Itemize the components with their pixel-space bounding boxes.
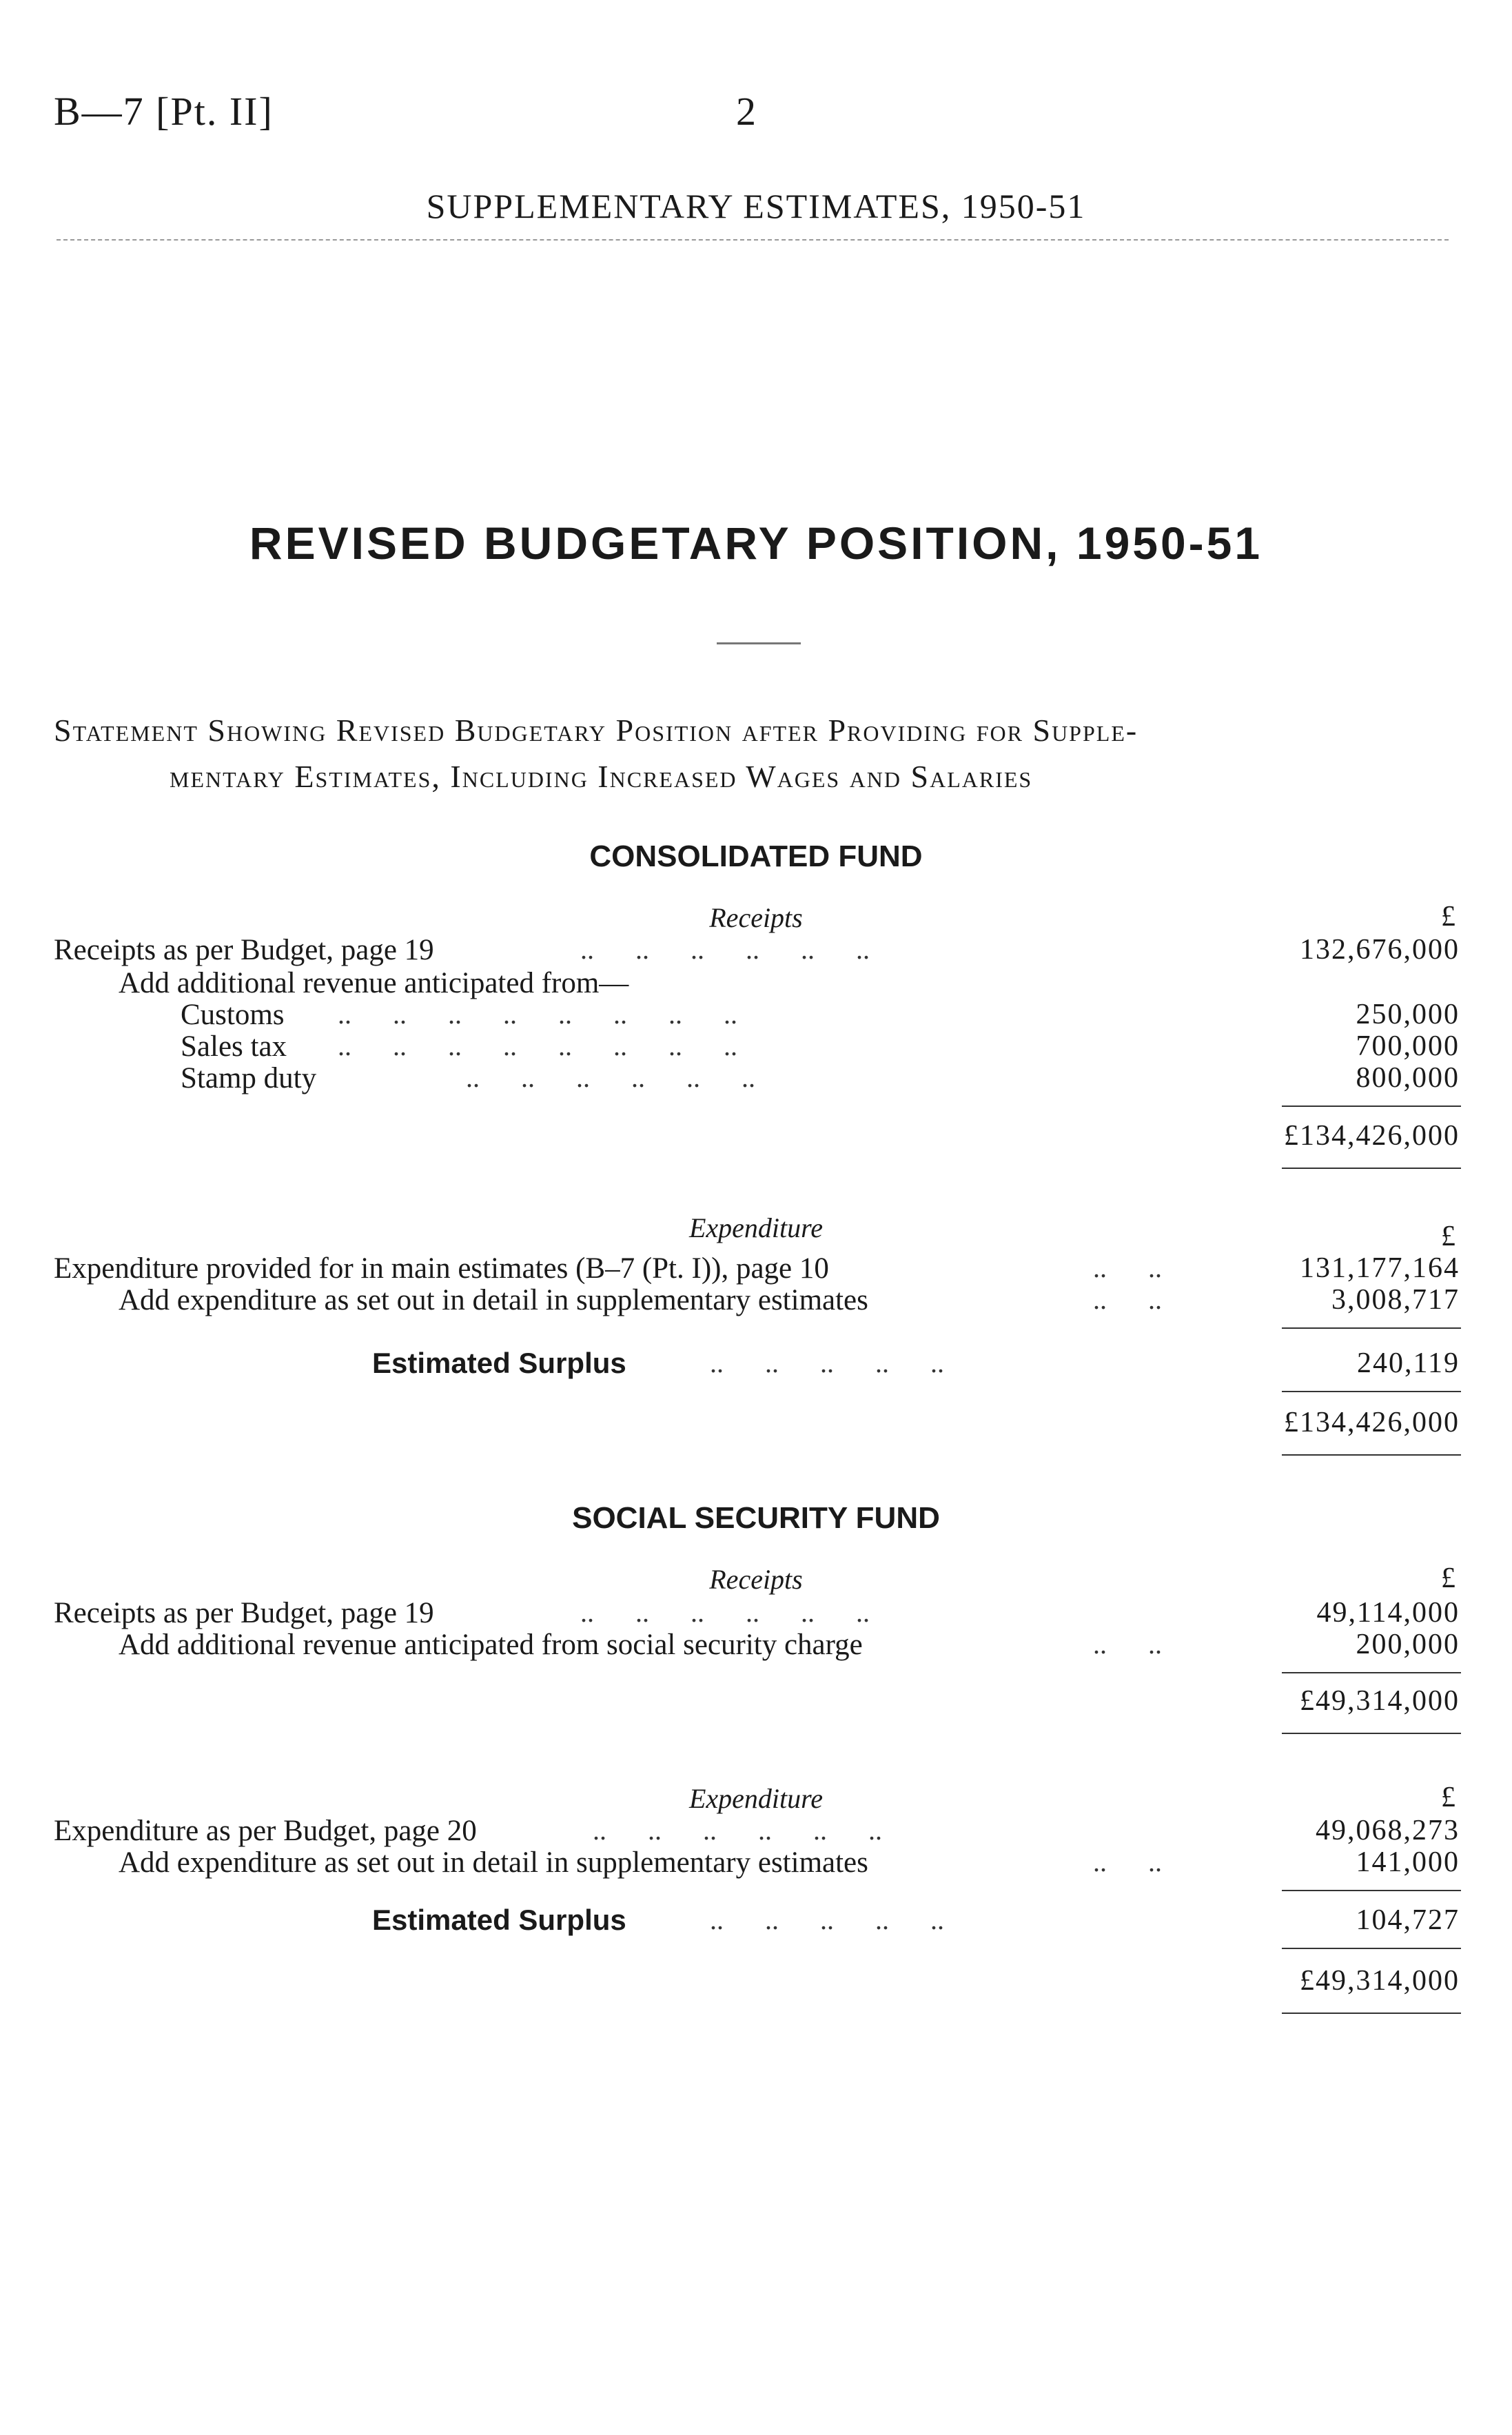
title-rule — [717, 642, 801, 644]
consolidated-fund-title: CONSOLIDATED FUND — [589, 839, 923, 873]
leader-dots: .. .. .. .. .. .. .. .. — [338, 999, 737, 1030]
statement-heading — [54, 707, 1460, 799]
page-number: 2 — [736, 89, 756, 134]
statement-line-1: Statement Showing Revised Budgetary Position after Providing for Supple- — [54, 713, 1138, 748]
cf-budget-receipts-amount: 132,676,000 — [1300, 934, 1460, 966]
cf-stamp-duty-label: Stamp duty — [181, 1062, 317, 1094]
leader-dots: .. .. — [1093, 1629, 1162, 1660]
leader-dots: .. .. — [1093, 1846, 1162, 1877]
cf-main-expenditure-label: Expenditure provided for in main estimates (B–7 (Pt. I)), page 10 — [54, 1252, 829, 1285]
social-security-fund-title: SOCIAL SECURITY FUND — [572, 1501, 940, 1535]
cf-sales-tax-label: Sales tax — [181, 1030, 287, 1063]
leader-dots: .. .. .. .. .. .. — [580, 934, 870, 965]
cf-receipts-currency: £ — [1441, 901, 1455, 933]
statement-line-2: mentary Estimates, Including Increased Wages and Salaries — [170, 759, 1033, 794]
sum-rule — [1282, 1890, 1461, 1891]
cf-main-expenditure-amount: 131,177,164 — [1300, 1252, 1460, 1284]
leader-dots: .. .. .. .. .. .. — [466, 1062, 755, 1093]
ssf-expenditure-total: £49,314,000 — [1300, 1965, 1460, 1997]
cf-budget-receipts-label: Receipts as per Budget, page 19 — [54, 934, 434, 966]
leader-dots: .. .. — [1093, 1284, 1162, 1315]
cf-expenditure-heading: Expenditure — [688, 1212, 823, 1243]
leader-dots: .. .. .. .. .. .. .. .. — [338, 1030, 737, 1061]
document-reference: B—7 [Pt. II] — [54, 89, 274, 134]
cf-surplus-label: Estimated Surplus — [372, 1347, 626, 1379]
page-title: REVISED BUDGETARY POSITION, 1950-51 — [249, 518, 1263, 569]
ssf-budget-expenditure-label: Expenditure as per Budget, page 20 — [54, 1815, 477, 1847]
cf-surplus-amount: 240,119 — [1357, 1347, 1460, 1379]
ssf-receipts-currency: £ — [1441, 1562, 1455, 1594]
leader-dots: .. .. .. .. .. — [710, 1904, 944, 1935]
cf-receipts-heading: Receipts — [709, 902, 803, 933]
cf-stamp-duty-amount: 800,000 — [1356, 1062, 1460, 1094]
total-rule — [1282, 1168, 1461, 1169]
cf-supplementary-expenditure-amount: 3,008,717 — [1331, 1284, 1460, 1316]
total-rule — [1282, 1733, 1461, 1734]
sum-rule — [1282, 1672, 1461, 1673]
ssf-surplus-amount: 104,727 — [1356, 1904, 1460, 1936]
ssf-expenditure-currency: £ — [1441, 1782, 1455, 1813]
leader-dots: .. .. .. .. .. — [710, 1347, 944, 1378]
cf-receipts-total: £134,426,000 — [1284, 1120, 1460, 1152]
leader-dots: .. .. — [1093, 1252, 1162, 1283]
total-rule — [1282, 2013, 1461, 2014]
ssf-receipts-total: £49,314,000 — [1300, 1685, 1460, 1717]
sum-rule — [1282, 1391, 1461, 1392]
ssf-supplementary-expenditure-amount: 141,000 — [1356, 1846, 1460, 1878]
cf-expenditure-total: £134,426,000 — [1284, 1407, 1460, 1438]
ssf-budget-expenditure-amount: 49,068,273 — [1316, 1815, 1460, 1846]
ssf-surplus-label: Estimated Surplus — [372, 1904, 626, 1936]
ssf-budget-receipts-label: Receipts as per Budget, page 19 — [54, 1597, 434, 1629]
cf-additional-revenue-label: Add additional revenue anticipated from— — [119, 967, 629, 999]
cf-expenditure-currency: £ — [1441, 1221, 1455, 1252]
cf-supplementary-expenditure-label: Add expenditure as set out in detail in supplementary estimates — [119, 1284, 868, 1316]
ssf-receipts-heading: Receipts — [709, 1564, 803, 1595]
ssf-supplementary-expenditure-label: Add expenditure as set out in detail in supplementary estimates — [119, 1846, 868, 1879]
sum-rule — [1282, 1948, 1461, 1949]
cf-customs-label: Customs — [181, 999, 285, 1031]
header-rule — [57, 239, 1449, 241]
sum-rule — [1282, 1327, 1461, 1329]
leader-dots: .. .. .. .. .. .. — [593, 1815, 882, 1846]
cf-customs-amount: 250,000 — [1356, 999, 1460, 1030]
cf-sales-tax-amount: 700,000 — [1356, 1030, 1460, 1062]
total-rule — [1282, 1454, 1461, 1456]
ssf-budget-receipts-amount: 49,114,000 — [1316, 1597, 1460, 1629]
sum-rule — [1282, 1106, 1461, 1107]
ssf-additional-revenue-label: Add additional revenue anticipated from social security charge — [119, 1629, 863, 1661]
ssf-expenditure-heading: Expenditure — [688, 1783, 823, 1814]
leader-dots: .. .. .. .. .. .. — [580, 1597, 870, 1628]
running-title: SUPPLEMENTARY ESTIMATES, 1950-51 — [426, 187, 1086, 225]
ssf-additional-revenue-amount: 200,000 — [1356, 1629, 1460, 1660]
